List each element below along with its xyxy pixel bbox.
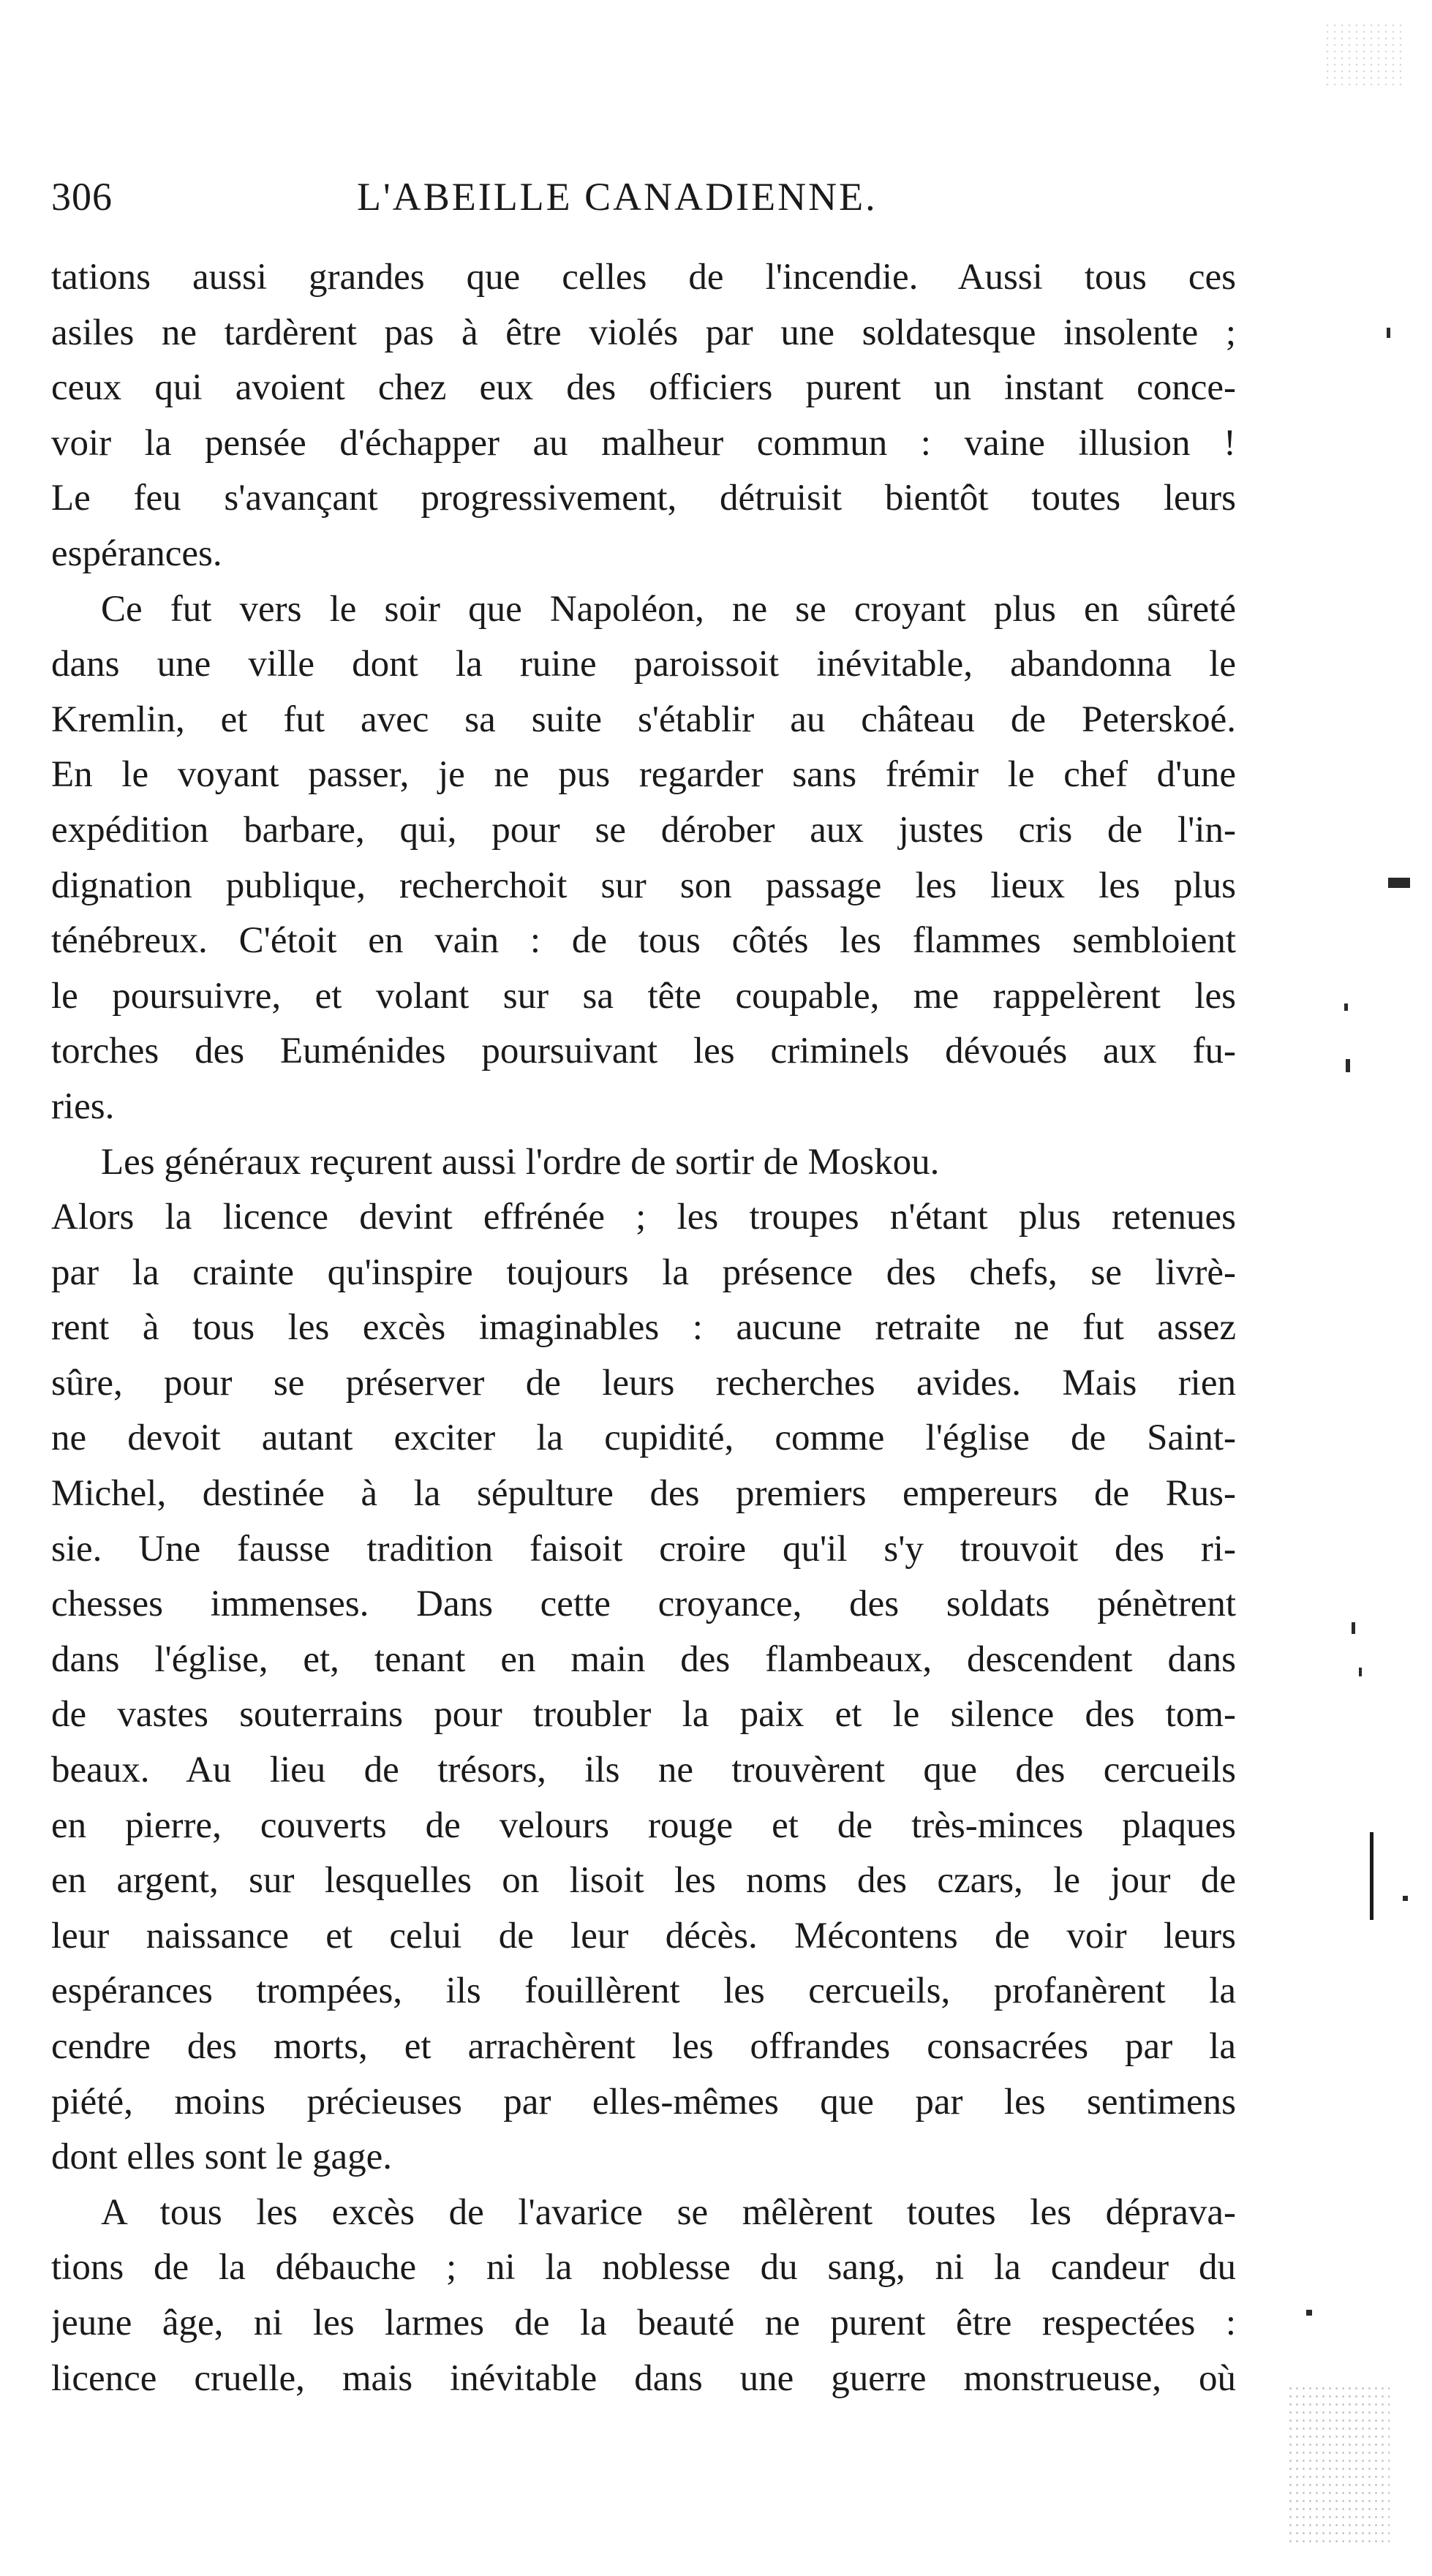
scan-speck [1387, 328, 1390, 338]
text-line: le poursuivre, et volant sur sa tête coupable, me rappelèrent les [51, 975, 1236, 1017]
text-line: voir la pensée d'échapper au malheur commun : vaine illusion ! [51, 422, 1236, 464]
page-header [51, 174, 1295, 233]
text-line: jeune âge, ni les larmes de la beauté ne purent être respectées : [51, 2302, 1236, 2343]
text-line: ceux qui avoient chez eux des officiers purent un instant conce- [51, 367, 1236, 409]
page-number: 306 [51, 175, 113, 219]
scan-speck [1359, 1668, 1362, 1676]
text-line: ténébreux. C'étoit en vain : de tous côtés les flammes sembloient [51, 920, 1236, 962]
text-line: en argent, sur lesquelles on lisoit les noms des czars, le jour de [51, 1860, 1236, 1902]
text-line: beaux. Au lieu de trésors, ils ne trouvèrent que des cercueils [51, 1750, 1236, 1791]
text-line: Michel, destinée à la sépulture des premiers empereurs de Rus- [51, 1473, 1236, 1515]
text-line: Ce fut vers le soir que Napoléon, ne se croyant plus en sûreté [101, 588, 1236, 630]
text-line: Le feu s'avançant progressivement, détruisit bientôt toutes leurs [51, 478, 1236, 519]
scan-speck [1346, 1059, 1350, 1072]
text-line: de vastes souterrains pour troubler la paix et le silence des tom- [51, 1694, 1236, 1736]
body-text [51, 250, 1236, 2406]
text-line: licence cruelle, mais inévitable dans une guerre monstrueuse, où [51, 2357, 1236, 2399]
text-line: espérances. [51, 532, 222, 574]
text-line: expédition barbare, qui, pour se dérober aux justes cris de l'in- [51, 809, 1236, 851]
scan-speck [1352, 1622, 1355, 1634]
text-line: Les généraux reçurent aussi l'ordre de sortir de Moskou. [101, 1141, 940, 1183]
text-line: tations aussi grandes que celles de l'incendie. Aussi tous ces [51, 257, 1236, 298]
running-head: L'ABEILLE CANADIENNE. [357, 175, 878, 219]
scan-speck [1388, 878, 1410, 888]
text-line: asiles ne tardèrent pas à être violés par une soldatesque insolente ; [51, 312, 1236, 353]
scan-speck [1344, 1003, 1348, 1011]
text-line: torches des Euménides poursuivant les criminels dévoués aux fu- [51, 1031, 1236, 1072]
text-line: tions de la débauche ; ni la noblesse du sang, ni la candeur du [51, 2247, 1236, 2289]
text-line: dont elles sont le gage. [51, 2136, 392, 2178]
text-line: A tous les excès de l'avarice se mêlèrent toutes les déprava- [101, 2191, 1236, 2233]
scan-speck [1403, 1896, 1408, 1901]
text-line: piété, moins précieuses par elles-mêmes que par les sentimens [51, 2081, 1236, 2123]
text-line: Kremlin, et fut avec sa suite s'établir au château de Peterskoé. [51, 698, 1236, 740]
text-line: Alors la licence devint effrénée ; les troupes n'étant plus retenues [51, 1197, 1236, 1238]
text-line: chesses immenses. Dans cette croyance, des soldats pénètrent [51, 1583, 1236, 1625]
text-line: cendre des morts, et arrachèrent les offrandes consacrées par la [51, 2026, 1236, 2067]
text-line: sie. Une fausse tradition faisoit croire qu'il s'y trouvoit des ri- [51, 1528, 1236, 1570]
text-line: ries. [51, 1085, 115, 1127]
scan-noise [1287, 2384, 1390, 2545]
text-line: dignation publique, recherchoit sur son passage les lieux les plus [51, 865, 1236, 906]
text-line: par la crainte qu'inspire toujours la présence des chefs, se livrè- [51, 1251, 1236, 1293]
scan-speck [1306, 2310, 1312, 2316]
scan-speck [1370, 1832, 1373, 1920]
text-line: ne devoit autant exciter la cupidité, comme l'église de Saint- [51, 1417, 1236, 1459]
text-line: En le voyant passer, je ne pus regarder sans frémir le chef d'une [51, 754, 1236, 796]
text-line: leur naissance et celui de leur décès. Mécontens de voir leurs [51, 1915, 1236, 1957]
text-line: sûre, pour se préserver de leurs recherches avides. Mais rien [51, 1362, 1236, 1404]
scan-noise [1324, 22, 1404, 88]
text-line: dans une ville dont la ruine paroissoit inévitable, abandonna le [51, 644, 1236, 685]
text-line: dans l'église, et, tenant en main des flambeaux, descendent dans [51, 1638, 1236, 1680]
text-line: rent à tous les excès imaginables : aucune retraite ne fut assez [51, 1307, 1236, 1349]
text-line: en pierre, couverts de velours rouge et de très-minces plaques [51, 1804, 1236, 1846]
text-line: espérances trompées, ils fouillèrent les cercueils, profanèrent la [51, 1970, 1236, 2012]
